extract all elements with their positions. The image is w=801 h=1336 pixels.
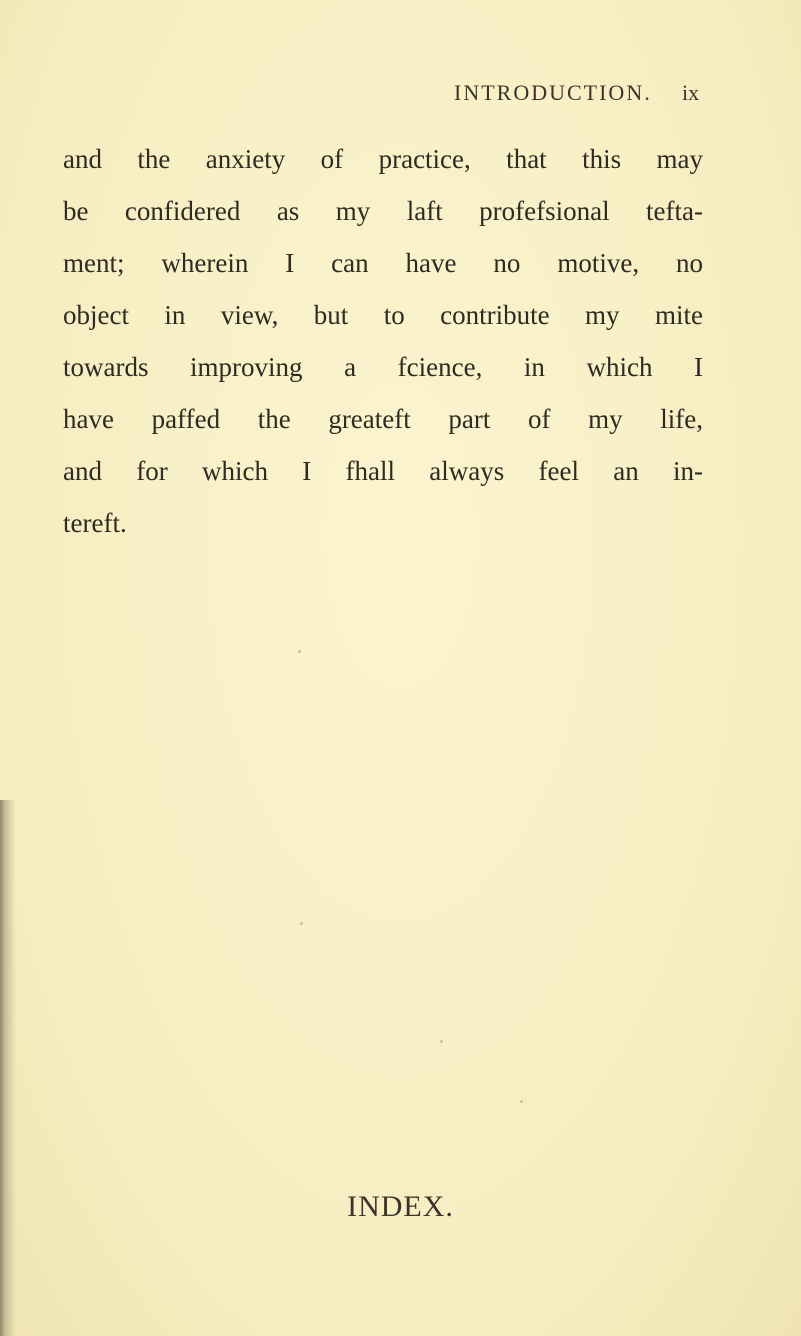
text-line: tereft. — [63, 508, 127, 538]
running-head: INTRODUCTION. — [454, 80, 652, 105]
text-line: towards improving a fcience, in which I — [63, 352, 703, 382]
page-number: ix — [682, 80, 700, 105]
paper-speck — [300, 922, 303, 925]
paragraph — [63, 133, 703, 549]
section-heading: INDEX. — [347, 1190, 454, 1223]
text-line: be confidered as my laft profefsional tefta- — [63, 196, 703, 226]
text-line: and for which I fhall always feel an in- — [63, 456, 703, 486]
text-line: have paffed the greateft part of my life, — [63, 404, 703, 434]
text-line: object in view, but to contribute my mite — [63, 300, 703, 330]
text-line: ment; wherein I can have no motive, no — [63, 248, 703, 278]
paper-speck — [298, 650, 301, 653]
paper-speck — [520, 1100, 523, 1103]
page-header — [0, 80, 801, 120]
text-line: and the anxiety of practice, that this may — [63, 144, 703, 174]
gutter-shadow — [0, 800, 16, 1336]
paper-speck — [440, 1040, 443, 1043]
